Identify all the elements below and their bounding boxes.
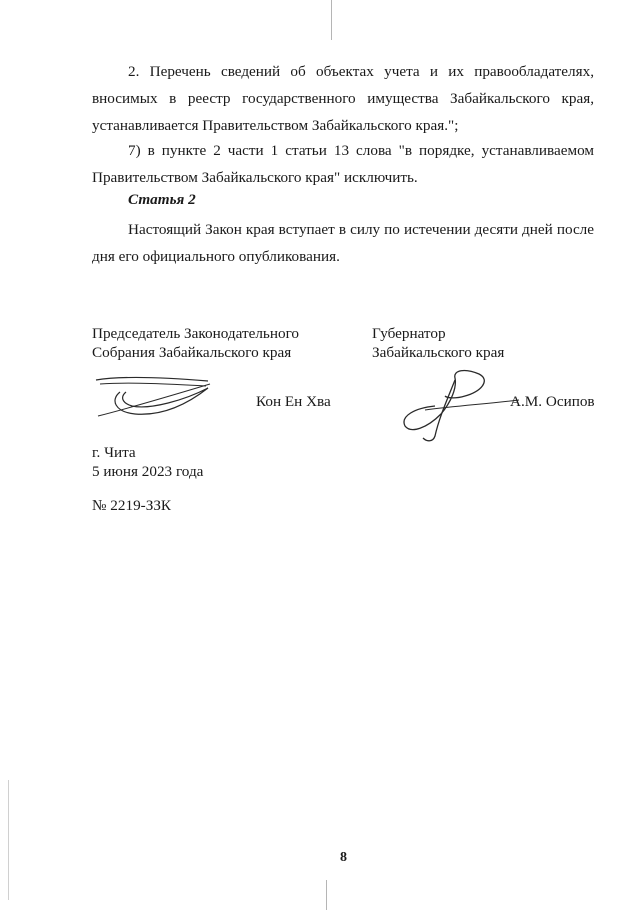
signing-city: г. Чита	[92, 444, 136, 461]
page-number: 8	[340, 850, 347, 865]
chairman-signature	[90, 370, 215, 425]
governor-title	[372, 324, 504, 362]
law-number: № 2219-ЗЗК	[92, 497, 172, 514]
governor-title-line2: Забайкальского края	[372, 344, 505, 361]
paragraph-amendment-7: 7) в пункте 2 части 1 статьи 13 слова "в порядке, устанавливаемом Правительством Забайкальского края" исключить.	[92, 142, 594, 186]
paragraph-list-of-information: 2. Перечень сведений об объектах учета и их правообладателях, вносимых в реестр государственного имущества Забайкальского края, устанавливается Правительством Забайкальского края.";	[92, 63, 594, 134]
chairman-title-line1: Председатель Законодательного	[92, 325, 300, 342]
article-text: Настоящий Закон края вступает в силу по истечении десяти дней после дня его официального опубликования.	[92, 221, 594, 265]
scan-artifact-left	[8, 780, 9, 900]
chairman-name: Кон Ен Хва	[256, 393, 331, 410]
article-heading: Статья 2	[128, 191, 196, 208]
signing-date: 5 июня 2023 года	[92, 463, 204, 480]
scan-artifact-bottom	[326, 880, 327, 910]
chairman-title	[92, 324, 299, 362]
governor-title-line1: Губернатор	[372, 325, 446, 342]
chairman-title-line2: Собрания Забайкальского края	[92, 344, 292, 361]
governor-signature	[395, 366, 520, 444]
scan-artifact-top	[331, 0, 332, 40]
governor-name: А.М. Осипов	[510, 393, 595, 410]
